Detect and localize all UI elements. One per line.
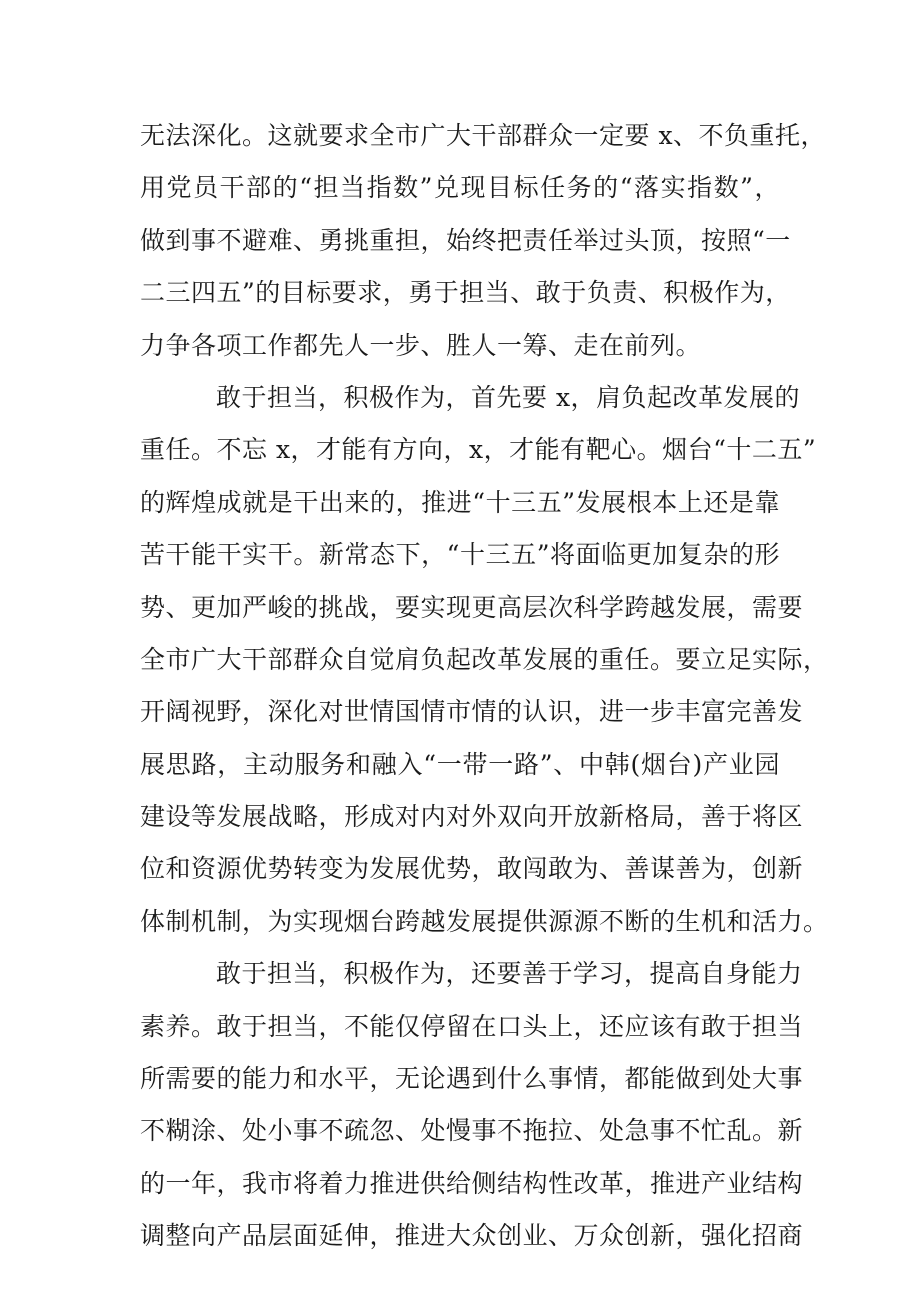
text-line: 重任。不忘 x，才能有方向，x，才能有靶心。烟台“十二五” [140,435,817,465]
text-line: 势、更加严峻的挑战，要实现更高层次科学跨越发展，需要 [140,592,804,622]
text-line: 的辉煌成就是干出来的，推进“十三五”发展根本上还是靠 [140,487,780,517]
text-line: 调整向产品层面延伸，推进大众创业、万众创新，强化招商 [140,1221,804,1251]
paragraph-2 [140,372,829,948]
text-line: 展思路，主动服务和融入“一带一路”、中韩(烟台)产业园 [140,749,780,779]
text-line: 位和资源优势转变为发展优势，敢闯敢为、善谋善为，创新 [140,854,804,884]
text-line: 全市广大干部群众自觉肩负起改革发展的重任。要立足实际， [140,644,829,674]
text-line: 体制机制，为实现烟台跨越发展提供源源不断的生机和活力。 [140,906,829,936]
text-line: 建设等发展战略，形成对内对外双向开放新格局，善于将区 [140,802,804,832]
paragraph-3 [140,948,804,1262]
text-line: 开阔视野，深化对世情国情市情的认识，进一步丰富完善发 [140,697,804,727]
text-line: 力争各项工作都先人一步、胜人一筹、走在前列。 [140,330,702,360]
text-line: 所需要的能力和水平，无论遇到什么事情，都能做到处大事 [140,1064,804,1094]
text-line: 做到事不避难、勇挑重担，始终把责任举过头顶，按照“一 [140,225,791,255]
text-line: 敢于担当，积极作为，首先要 x，肩负起改革发展的 [216,382,801,412]
paragraph-1 [140,110,827,372]
text-line: 二三四五”的目标要求，勇于担当、敢于负责、积极作为， [140,278,791,308]
document-body [140,110,829,1263]
text-line: 苦干能干实干。新常态下，“十三五”将面临更加复杂的形 [140,540,780,570]
text-line: 无法深化。这就要求全市广大干部群众一定要 x、不负重托， [140,121,827,150]
text-line: 素养。敢于担当，不能仅停留在口头上，还应该有敢于担当 [140,1011,804,1041]
text-line: 的一年，我市将着力推进供给侧结构性改革，推进产业结构 [140,1168,804,1198]
text-line: 不糊涂、处小事不疏忽、处慢事不拖拉、处急事不忙乱。新 [140,1116,804,1146]
text-line: 敢于担当，积极作为，还要善于学习，提高自身能力 [216,959,803,989]
text-line: 用党员干部的“担当指数”兑现目标任务的“落实指数”， [140,173,780,203]
